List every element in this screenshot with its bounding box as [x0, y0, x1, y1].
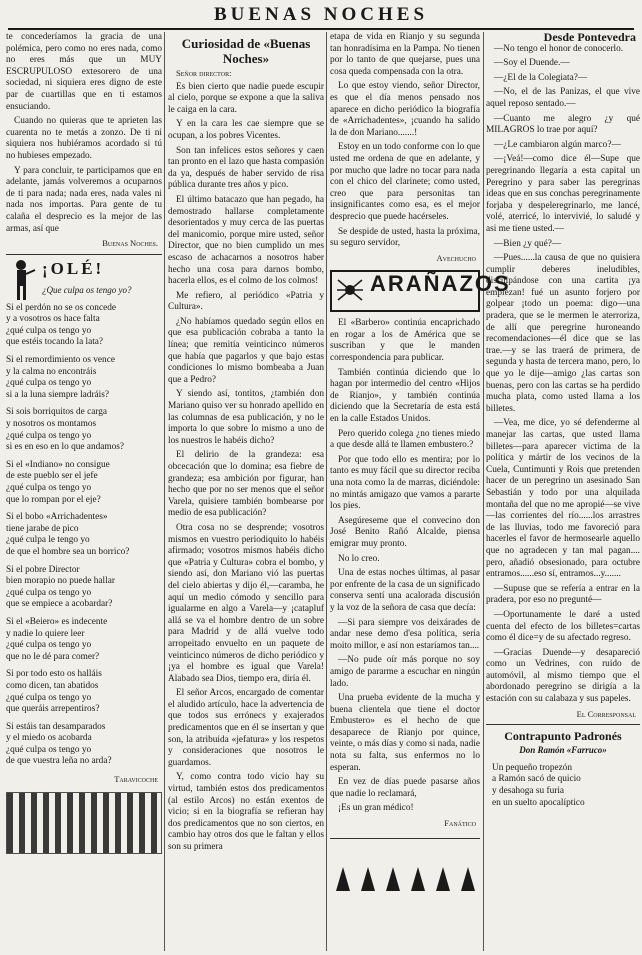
salutation: Señor director: [176, 68, 232, 78]
verse-line: si a la luna siempre ladráis? [6, 389, 110, 400]
verse-line: de este pueblo ser el jefe [6, 471, 98, 482]
stanza [6, 722, 162, 768]
verse-line: que no le dé para comer? [6, 651, 100, 662]
paragraph: Una prueba evidente de la mucha y buena clientela que tiene el doctor Embustero» es el hecho de que desaparece de Rianjo por quince, veinte, o más días y como si nada, nadie nota su falta, sus enfermos no lo esperan. [330, 693, 480, 773]
article-body [168, 82, 324, 854]
tree-icon [436, 867, 450, 891]
masthead-rule [8, 28, 634, 30]
masthead-title: BUENAS NOCHES [213, 4, 429, 25]
verse-line: ¿qué culpa os tengo yo [6, 692, 92, 703]
signature: Taravicoche [114, 774, 158, 785]
paragraph: —Soy el Duende.— [494, 58, 570, 69]
ole-poem [6, 303, 162, 768]
paragraph: Estoy en un todo conforme con lo que usted me ordena de que en adelante, y por mucho que ladre no tocar para nada con el chico del clarinete; como usted, creo que para personitas tan insignificantes como esa, es el mejor desprecio que puede hacérseles. [330, 142, 480, 222]
paragraph: El último batacazo que han pegado, ha demostrado hallarse completamente desorientados y muy cerca de las puertas del manicomio, porque mire usted, señor Director, que no bien cumplido un mes escaso de achacarnos a nosotros haber hecho una cosa para darnos bombo, hacerla ellos, es el colmo de los colmos! [168, 194, 324, 287]
signature: El Corresponsal [576, 708, 636, 719]
stanza [6, 303, 162, 349]
verse-line: Si el «Indiano» no consigue [6, 459, 110, 470]
verse-line: que estéis tocando la lata? [6, 337, 104, 348]
column-3 [330, 32, 511, 891]
article-title: Curiosidad de «Buenas Noches» [181, 36, 311, 66]
verse-line: Si el perdón no se os concede [6, 302, 116, 313]
stanza [6, 617, 162, 663]
column-1 [6, 32, 162, 854]
column-divider [483, 32, 484, 951]
paragraph: —Cuanto me alegro ¿y qué MILAGROS lo trae por aquí? [486, 113, 640, 136]
paragraph: —Gracias Duende—y desapareció como un Vedrines, con ruido de automóvil, al mismo tiempo que el abordonado peregrino se dirigía a la estación con su calabaza y sus papeles. [486, 647, 640, 705]
paragraph: —Vea, me dice, yo sé defenderme al manejar las cartas, que usted llama billetes—para aparecer victima de la política y mártir de los vecinos de la Cuela, Cuntimunti y Rois que pretenden hacer de un peregrino un asesinado San Sebastián y todo por una alquilada montaña del que no me apropié—se vive—las corrientes del río......los arrastres de las lluvias, todo me favoreció para hacerles el favor de hermosearle aquello que no agradecen y tan mal pagan.... pero, añadió obsesionado, para octubre entramos......eso sí, entramos...y....... [486, 418, 640, 580]
stanza [6, 565, 162, 611]
stanza [6, 460, 162, 506]
verse-line: Un pequeño tropezón [492, 762, 573, 773]
stanza [6, 669, 162, 715]
verse-line: a Ramón sacó de quicio [492, 774, 581, 785]
paragraph: Pero querido colega ¿no tienes miedo a que desde allá te llamen embustero.? [330, 428, 480, 451]
tree-icon [336, 867, 350, 891]
paragraph: —¿Le cambiaron algún marco?— [494, 139, 621, 150]
spider-icon [336, 276, 364, 304]
paragraph: Lo que estoy viendo, señor Director, es que el día menos pensado nos aparece en dicho periódico la biografía de «Arrichadentes», ¡cuando ha salido la de don Mariano.......! [330, 81, 480, 138]
paragraph: —No pude oír más porque no soy amigo de pararme a escuchar en ningún lado. [330, 655, 480, 689]
stanza [6, 355, 162, 401]
verse-line: ¿qué culpa os tengo yo [6, 587, 92, 598]
verse-line: Si el pobre Director [6, 564, 80, 575]
verse-line: Si el bobo «Arrichadentes» [6, 512, 108, 523]
aranazos-title: ARAÑAZOS [370, 271, 511, 297]
paragraph: Son tan infelices estos señores y caen tan pronto en el lazo que hasta compasión da ya, después de haber servido de risa pública durante tres años y pico. [168, 145, 324, 191]
paragraph: etapa de vida en Rianjo y su segunda tan honradísima en la Pampa. No tienen por lo tanto de que quejarse, pues una cosa queda compensada con la otra. [330, 32, 480, 77]
verse-line: tiene jarabe de pico [6, 523, 79, 534]
paragraph: —¿El de la Colegiata?— [494, 72, 588, 83]
paragraph: El señor Arcos, encargado de comentar el aludido artículo, hace la advertencia de que todos sus errónecs y exajerados predicamentos que en él se insertan y que son, la atribuida «jefatura» y los respetos y consideraciones que nosotros le guardamos. [168, 688, 324, 768]
decorative-ornament [6, 792, 162, 854]
verse-line: ¿qué culpa os tengo yo [6, 325, 92, 336]
paragraph: —Si para siempre vos deixárades de andar nese demo d'esa política, seria moito millor, e así non estaríamos tan.... [330, 617, 480, 651]
paragraph: No lo creo. [338, 553, 380, 564]
article-title: Desde Pontevedra [543, 30, 636, 44]
column-4 [486, 32, 640, 809]
paragraph: Me refiero, al periódico «Patria y Cultura». [168, 290, 324, 313]
signature: Fanático [444, 818, 476, 829]
paragraph: ¿No habíamos quedado según ellos en que esa publicación cobraba a tanto la línea; que remitía veinticinco números que había que pagarlos y que bajo estas condiciones lo mismo bombeaba a Juan que a Pedro? [168, 316, 324, 385]
paragraph: El delirio de la grandeza: esa obcecación que lo domina; esa fiebre de grandeza; esa ambición por figurar, han hecho que por no ser menos que el señor Varela, quisiere también bombearse por medio de esa publicación? [168, 450, 324, 519]
masthead [0, 4, 642, 30]
paragraph: Una de estas noches últimas, al pasar por enfrente de la casa de un significado conserva sentí una acalorada discusión y la voz de la señora de casa que decía: [330, 568, 480, 613]
paragraph: Y en la cara les cae siempre que se ocupan, a los pobres Vicentes. [168, 119, 324, 141]
ole-title: ¡OLÉ! [42, 258, 105, 278]
paragraph: Otra cosa no se desprende; vosotros mismos en vuestro periodiquito lo habéis afirmado; vosotros mismos habéis dicho que «Patria y Cultura» cobra el bombo, y siendo así, don Mariano vió las puertas del cielo abiertas y dijo él,—caramba, he aquí un medio cómodo y sencillo para igualarme en algo a Varela—y ¡catapluf allá se va el hombre dentro de un sobre para Madrid y de allá vuelve todo arropeitado envuelto en un paquete de veinticinco números de dicho periódico y ¡ya el hombre es igual que Varela! Alabado sea Dios, tiempo era, diría él. [168, 522, 324, 684]
verse-line: de que el hombre sea un borrico? [6, 546, 130, 557]
article-body [330, 32, 480, 250]
verse-line: en un suelto apocalíptico [492, 797, 585, 808]
verse-line: Si sois borriquitos de carga [6, 407, 108, 418]
paragraph: te concederíamos la gracia de una polémica, pero como no eres nada, como no eres más que un MUY ESCRUPULOSO extesorero de una sociedad, ni siquiera eres digno de este par de cuartillas que en ti estamos ensuciando. [6, 32, 162, 112]
verse-line: que se empiece a acobardar? [6, 599, 113, 610]
decorative-ornament [330, 838, 480, 891]
verse-line: y a vosotros os hace falta [6, 314, 100, 325]
paragraph: Y, como contra todo vicio hay su virtud, también estos dos predicamentos (al estilo Arcos) no están exentos de vicio; si en la biografía se refieran hay dos predicamentos que no son ciertos, en cambio hay otros dos que le faltan y ellos son su primera [168, 772, 324, 852]
paragraph: El «Barbero» continúa encaprichado en rogar a los de América que se suscriban y que le manden correspondencia para publicar. [330, 318, 480, 364]
tree-icon [386, 867, 400, 891]
article-subtitle: Don Ramón «Farruco» [519, 745, 607, 756]
paragraph: —Supuse que se refería a entrar en la pradera, por eso no pregunté— [486, 583, 640, 606]
verse-line: Si por todo esto os halláis [6, 669, 102, 680]
paragraph: —Pues......la causa de que no quisiera cumplir deberes ineludibles, disculpándose con una cartita ¡ya empiezan! fué un asunto forjero por golpear ¡todo un poema: digo—una pradera, que se le mermen le aterroriza, de allí que peregrine huroneando recomendaciones—él dice que se las trae.—y se las traerá de primera, de segunda y hasta de tercera mano, pero, lo que yo le dije—amigo ¿las cartas son buenas, pero con las cartas se ha perdido mucha plata, como usted llama a los billetes. [486, 253, 640, 414]
verse-line: ¿qué culpa os tengo yo [6, 430, 92, 441]
verse-line: bien morapio no puede hallar [6, 576, 115, 587]
paragraph: Cuando no quieras que te aprieten las cuarenta no te metás a zonzo. De ti ni siquiera nos hubiéramos acordado si tú no hubieses empezado. [6, 116, 162, 161]
paragraph: Asegúreseme que el convecino don José Benito Rañó Alcalde, piensa emigrar muy pronto. [330, 515, 480, 549]
paragraph: ¡Es un gran médico! [338, 803, 414, 814]
verse-line: de que vuestra leña no arda? [6, 756, 112, 767]
verse-line: Si el «Beiero» es indecente [6, 616, 108, 627]
stanza [6, 512, 162, 558]
column-divider [326, 32, 327, 951]
article-body [486, 44, 640, 706]
verse-line: si es en eso en lo que andamos? [6, 442, 124, 453]
section-rule [486, 724, 640, 725]
paragraph: Y para concluir, te participamos que en adelante, jamás volveremos a ocuparnos de ti para nada; nada eres, nada vales ni nada nos importas. Para gente de tu calaña el desprecio es la mejor de las armas, así que [6, 165, 162, 234]
verse-line: como dicen, tan abatidos [6, 680, 99, 691]
signature: Avechucho [436, 252, 476, 263]
verse-line: que lo rompan por el eje? [6, 494, 101, 505]
paragraph: —Bien ¿y qué?— [494, 238, 562, 249]
paragraph: Y siendo así, tontitos, ¿también don Mariano quiso ver su honrado apellido en las columnas de esa publicación, y no le importa lo que sobre lo mismo a uno de los nuestros le habéis dicho? [168, 389, 324, 446]
tree-icon [361, 867, 375, 891]
section-rule [6, 254, 162, 255]
paragraph: —¡Veá!—como dice él—Supe que peregrinando llegaría a esta capital un Peregrino y para saber las peregrinas ideas que en sus conchas peregrinamente forjaba y despeleregrinarlo, me lancé, volé, aterricé, lo intervivié, lo saludé y asi me tiene usted.— [486, 154, 640, 234]
verse-line: y desahoga su furia [492, 786, 565, 797]
verse-line: ¿qué culpa os tengo yo [6, 640, 92, 651]
verse-line: que queráis arrepentiros? [6, 704, 100, 715]
figure-icon [12, 259, 36, 301]
verse-line: y la calma no encontráis [6, 366, 97, 377]
verse-line: y el miedo os acobarda [6, 733, 92, 744]
paragraph: —No, el de las Panizas, el que vive aquel reposo sentado.— [486, 87, 640, 109]
poem [486, 763, 640, 809]
paragraph: —Oportunamente le daré a usted cuenta del efecto de los billetes=cartas como él dice=y de su afectado regreso. [486, 609, 640, 644]
signature: Buenas Noches. [102, 238, 158, 249]
paragraph: En vez de días puede pasarse años que nadie lo reclamará, [330, 777, 480, 799]
paragraph: —No tengo el honor de conocerlo. [494, 43, 624, 54]
ole-subtitle: ¿Que culpa os tengo yo? [42, 284, 132, 295]
paragraph: Es bien cierto que nadie puede escupir al cielo, porque se expone a que la saliva le caiga en la cara. [168, 81, 324, 115]
paragraph: Se despide de usted, hasta la próxima, su seguro servidor, [330, 226, 480, 249]
tree-icon [411, 867, 425, 891]
verse-line: y nosotros os montamos [6, 419, 97, 430]
verse-line: ¿qué culpa os tengo yo [6, 378, 92, 389]
stanza [6, 407, 162, 453]
verse-line: ¿qué culpa os tengo yo [6, 483, 92, 493]
article-title: Contrapunto Padronés [504, 729, 622, 744]
verse-line: Si estáis tan desamparados [6, 721, 106, 732]
column-2 [168, 32, 324, 857]
verse-line: Si el remordimiento os vence [6, 355, 115, 366]
verse-line: ¿qué culpa le tengo yo [6, 535, 90, 546]
ole-header [6, 259, 162, 303]
column-divider [164, 32, 165, 951]
verse-line: y nadie lo quiere leer [6, 628, 85, 639]
paragraph: Por que todo ello es mentira; por lo tanto es muy fácil que su director reciba una nota como la de marras, diciéndole: no mintás amigazo que vamos a pararte los pies. [330, 454, 480, 512]
article-body [330, 318, 480, 815]
paragraph: También continúa diciendo que lo hagan por intermedio del centro «Hijos de Rianjo», y también continúa diciendo que la Secretaría de esta está en la calle Estados Unidos. [330, 367, 480, 425]
tree-icon [461, 867, 475, 891]
aranazos-header [330, 270, 511, 312]
verse-line: ¿qué culpa os tengo yo [6, 744, 92, 755]
